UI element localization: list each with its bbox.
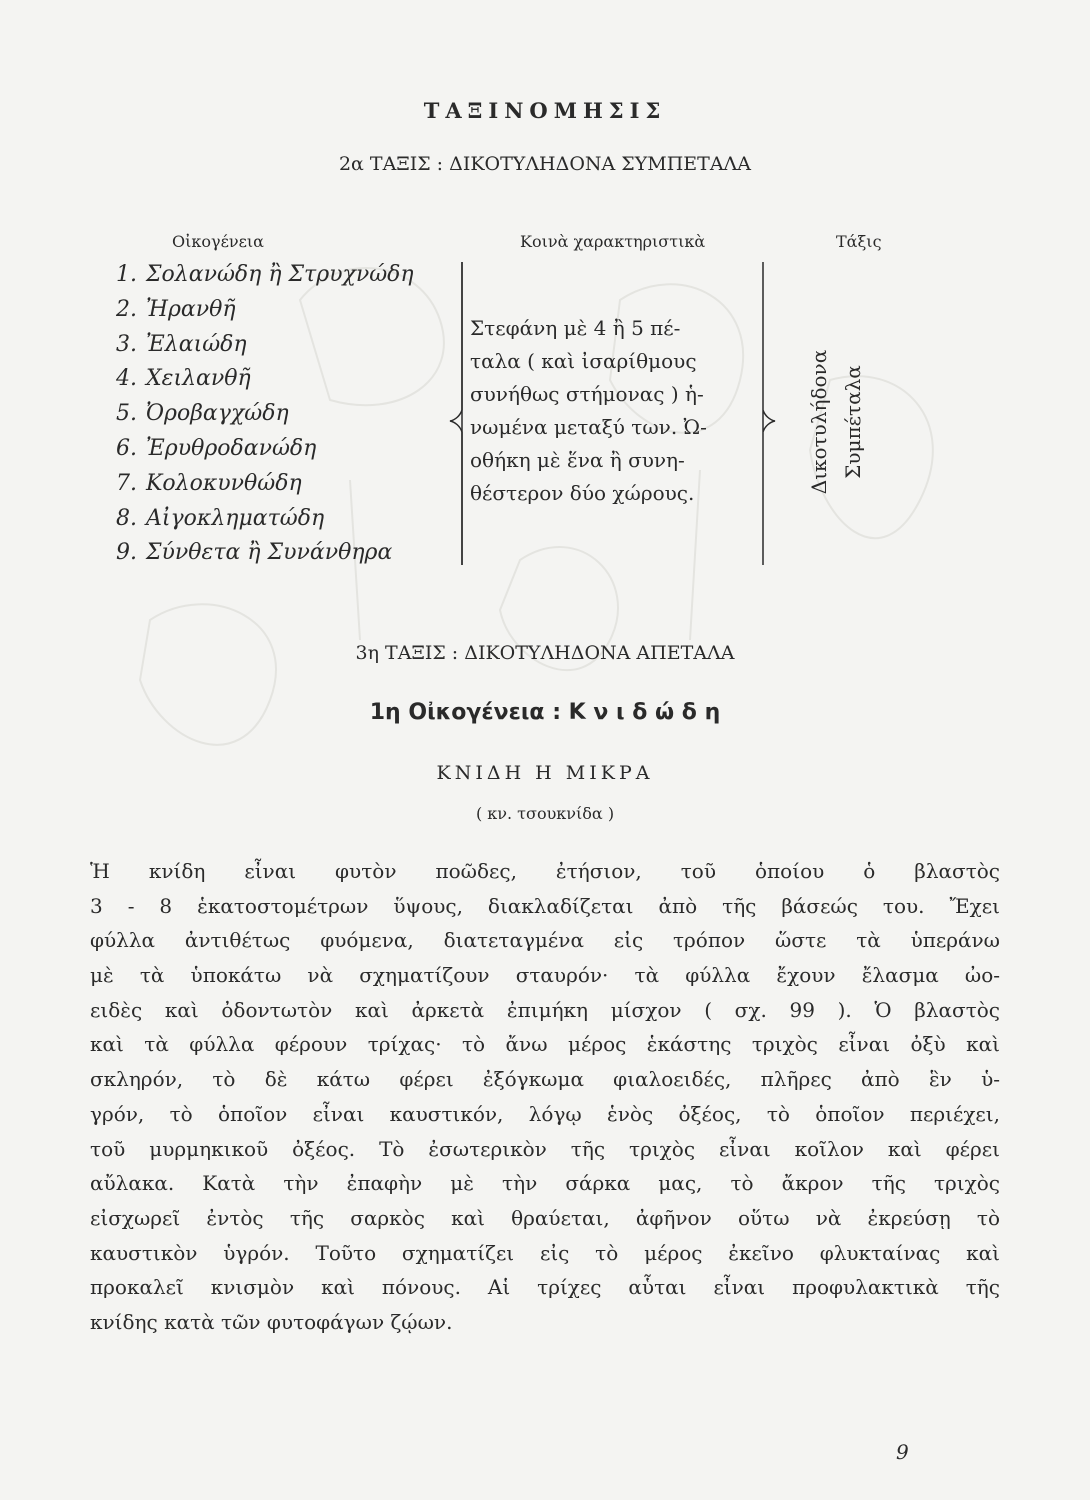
family-item: 4. Χειλανθῆ (116, 366, 251, 392)
page-number: 9 (896, 1440, 909, 1464)
characteristics-line: συνήθως στήμονας ) ἡ- (470, 382, 704, 406)
family-item: 2. Ἠρανθῆ (116, 296, 236, 322)
body-line: μὲ τὰ ὑποκάτω νὰ σχηματίζουν σταυρόν· τὰ φύλλα ἔχουν ἔλασμα ὠο- (90, 963, 1000, 988)
body-line: σκληρόν, τὸ δὲ κάτω φέρει ἐξόγκωμα φιαλοειδές, πλῆρες ἀπὸ ἓν ὑ- (90, 1067, 1000, 1092)
right-brace (763, 262, 775, 565)
common-characteristics (470, 312, 760, 510)
body-line: αὔλακα. Κατὰ τὴν ἐπαφὴν μὲ τὴν σάρκα μας, τὸ ἄκρον τῆς τριχὸς (90, 1171, 1000, 1196)
body-line: καὶ τὰ φύλλα φέρουν τρίχας· τὸ ἄνω μέρος ἑκάστης τριχὸς εἶναι ὀξὺ καὶ (90, 1032, 1000, 1057)
class3-title: 3η ΤΑΞΙΣ : ΔΙΚΟΤΥΛΗΔΟΝΑ ΑΠΕΤΑΛΑ (355, 642, 735, 664)
common-name: ( κν. τσουκνίδα ) (475, 804, 615, 823)
family-heading: 1η Οἰκογένεια : Κ ν ι δ ώ δ η (369, 700, 721, 725)
body-line: ειδὲς καὶ ὀδοντωτὸν καὶ ἀρκετὰ ἐπιμήκη μίσχον ( σχ. 99 ). Ὁ βλαστὸς (90, 997, 1000, 1022)
column-header-family: Οἰκογένεια (172, 232, 264, 251)
body-line: γρόν, τὸ ὁποῖον εἶναι καυστικόν, λόγῳ ἑνὸς ὀξέος, τὸ ὁποῖον περιέχει, (90, 1101, 1000, 1126)
body-line: εἰσχωρεῖ ἐντὸς τῆς σαρκὸς καὶ θραύεται, ἀφῆνον οὕτω νὰ ἐκρεύσῃ τὸ (90, 1205, 1000, 1230)
column-header-class: Τάξις (836, 232, 882, 251)
body-line: τοῦ μυρμηκικοῦ ὀξέος. Τὸ ἐσωτερικὸν τῆς τριχὸς εἶναι κοῖλον καὶ φέρει (90, 1136, 1000, 1161)
family-item: 5. Ὀροβαγχώδη (116, 401, 289, 427)
characteristics-line: ταλα ( καὶ ἰσαρίθμους (470, 349, 697, 373)
body-line: προκαλεῖ κνισμὸν καὶ πόνους. Αἱ τρίχες αὗται εἶναι προφυλακτικὰ τῆς (90, 1275, 1000, 1300)
class-label-vertical: Συμπέταλα (841, 365, 865, 479)
family-item: 7. Κολοκυνθώδη (116, 470, 302, 496)
family-item: 9. Σύνθετα ἢ Συνάνθηρα (116, 540, 393, 566)
species-title: ΚΝΙΔΗ Η ΜΙΚΡΑ (436, 762, 654, 784)
column-header-characteristics: Κοινὰ χαρακτηριστικὰ (520, 232, 706, 251)
family-item: 8. Αἰγοκληματώδη (116, 505, 325, 531)
left-brace (450, 262, 462, 565)
body-paragraph (90, 854, 1000, 1340)
family-item: 3. Ἐλαιώδη (116, 331, 247, 357)
class2-title: 2α ΤΑΞΙΣ : ΔΙΚΟΤΥΛΗΔΟΝΑ ΣΥΜΠΕΤΑΛΑ (338, 153, 752, 175)
class-label-vertical: Δικοτυλήδονα (807, 349, 831, 495)
body-line: φύλλα ἀντιθέτως φυόμενα, διατεταγμένα εἰς τρόπον ὥστε τὰ ὑπεράνω (90, 928, 1000, 953)
characteristics-line: Στεφάνη μὲ 4 ἢ 5 πέ- (470, 316, 681, 340)
characteristics-line: νωμένα μεταξύ των. Ὠ- (470, 415, 707, 439)
characteristics-line: οθήκη μὲ ἕνα ἢ συνη- (470, 448, 685, 472)
body-line: καυστικὸν ὑγρόν. Τοῦτο σχηματίζει εἰς τὸ μέρος ἐκεῖνο φλυκταίνας καὶ (90, 1240, 1000, 1265)
family-item: 6. Ἐρυθροδανώδη (116, 435, 317, 461)
body-line: Ἡ κνίδη εἶναι φυτὸν ποῶδες, ἐτήσιον, τοῦ ὁποίου ὁ βλαστὸς (90, 859, 1000, 883)
family-item: 1. Σολανώδη ἢ Στρυχνώδη (116, 262, 414, 287)
body-line: 3 - 8 ἑκατοστομέτρων ὕψους, διακλαδίζεται ἀπὸ τῆς βάσεώς του. Ἔχει (90, 893, 1000, 918)
page-title: ΤΑΞΙΝΟΜΗΣΙΣ (423, 98, 667, 123)
body-line: κνίδης κατὰ τῶν φυτοφάγων ζῴων. (90, 1309, 453, 1334)
characteristics-line: θέστερον δύο χώρους. (470, 481, 695, 505)
